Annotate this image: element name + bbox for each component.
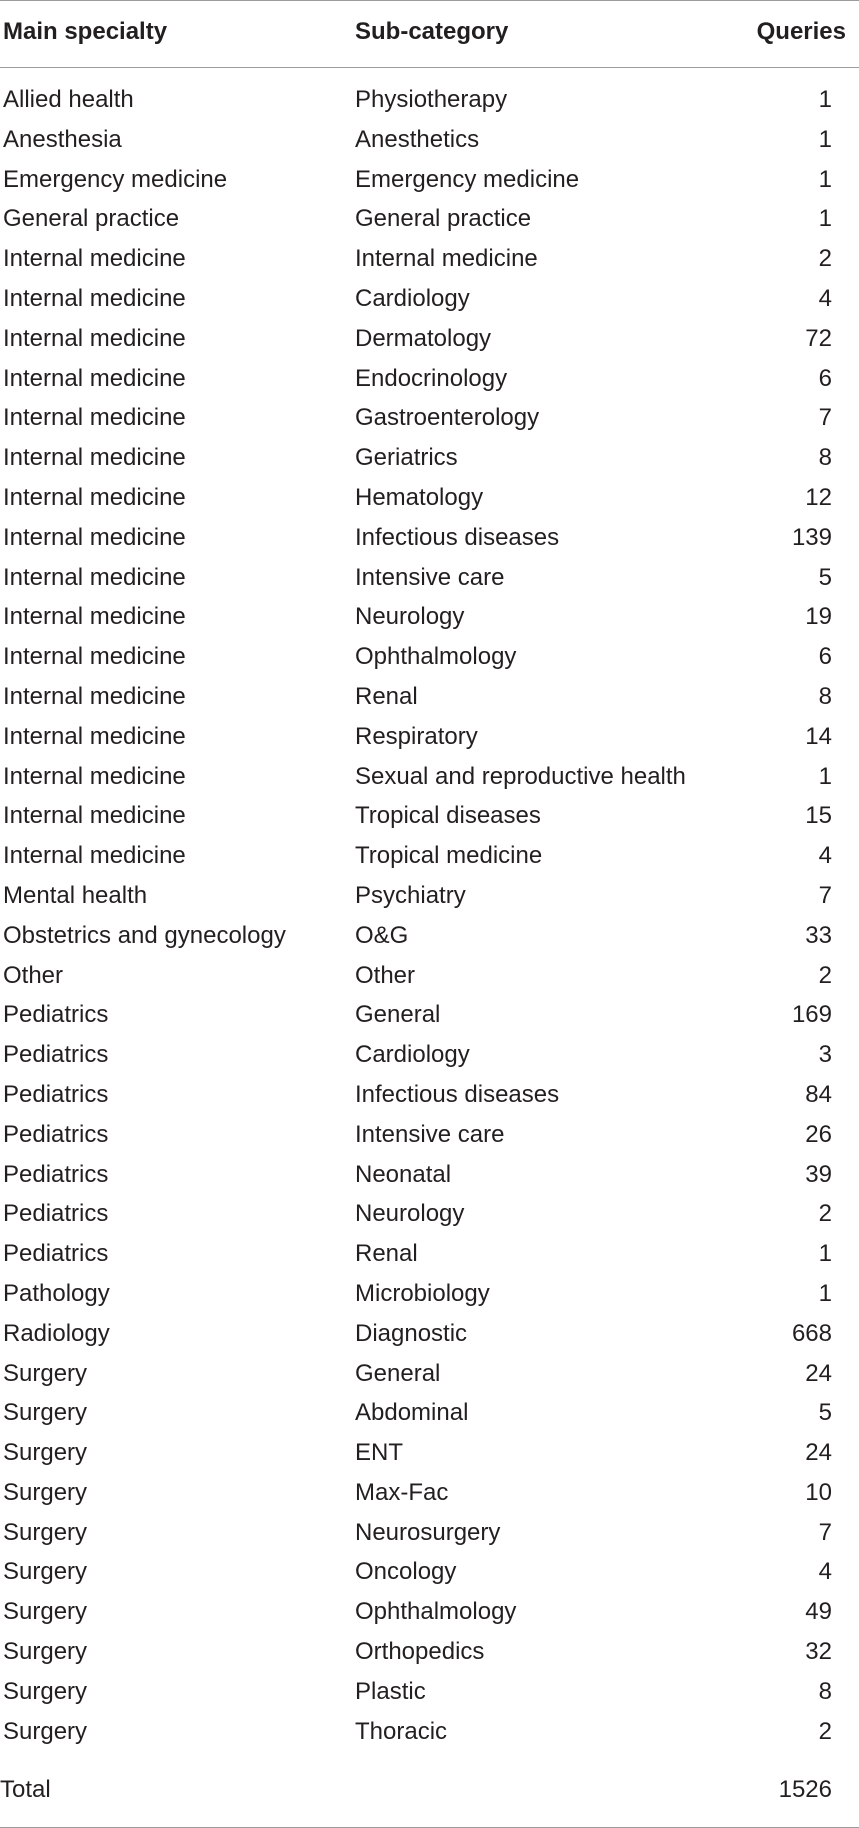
sub-category-cell: Internal medicine	[355, 245, 538, 273]
sub-category-cell: Plastic	[355, 1677, 426, 1705]
queries-cell: 4	[818, 842, 832, 870]
queries-cell: 2	[818, 1200, 832, 1228]
table-row	[0, 279, 859, 319]
queries-cell: 4	[818, 284, 832, 312]
header-main-specialty: Main specialty	[3, 18, 168, 45]
sub-category-cell: Intensive care	[355, 1120, 505, 1148]
queries-cell: 12	[805, 483, 832, 511]
main-specialty-cell: Obstetrics and gynecology	[3, 921, 286, 949]
queries-cell: 7	[818, 1518, 832, 1546]
main-specialty-cell: Surgery	[3, 1558, 88, 1586]
queries-cell: 24	[805, 1439, 832, 1467]
main-specialty-cell: Internal medicine	[3, 523, 186, 551]
queries-cell: 3	[818, 1041, 832, 1069]
sub-category-cell: General practice	[355, 205, 532, 233]
table-row	[0, 1354, 859, 1394]
queries-cell: 668	[791, 1319, 832, 1347]
main-specialty-cell: Internal medicine	[3, 603, 186, 631]
queries-cell: 24	[805, 1359, 832, 1387]
sub-category-cell: Endocrinology	[355, 364, 508, 392]
main-specialty-cell: Pediatrics	[3, 1240, 109, 1268]
header-rule	[0, 67, 859, 68]
queries-cell: 14	[805, 722, 832, 750]
queries-cell: 8	[818, 444, 832, 472]
table-row	[0, 1035, 859, 1075]
queries-cell: 1	[818, 1240, 832, 1268]
queries-cell: 1	[818, 125, 832, 153]
main-specialty-cell: Mental health	[3, 881, 148, 909]
table-row	[0, 1393, 859, 1433]
main-specialty-cell: Pediatrics	[3, 1001, 109, 1029]
main-specialty-cell: Internal medicine	[3, 842, 186, 870]
queries-cell: 2	[818, 961, 832, 989]
queries-cell: 1	[818, 165, 832, 193]
table-header	[0, 12, 859, 52]
table-row	[0, 1712, 859, 1752]
queries-cell: 15	[805, 802, 832, 830]
table-row	[0, 1552, 859, 1592]
table-row	[0, 836, 859, 876]
table-row	[0, 1314, 859, 1354]
sub-category-cell: Abdominal	[355, 1399, 469, 1427]
main-specialty-cell: Pediatrics	[3, 1120, 109, 1148]
table-row	[0, 597, 859, 637]
sub-category-cell: Ophthalmology	[355, 1598, 517, 1626]
table-row	[0, 876, 859, 916]
main-specialty-cell: Internal medicine	[3, 682, 186, 710]
sub-category-cell: Infectious diseases	[355, 1080, 560, 1108]
queries-cell: 49	[805, 1598, 832, 1626]
sub-category-cell: Tropical diseases	[355, 802, 541, 830]
table-row	[0, 995, 859, 1035]
main-specialty-cell: Radiology	[3, 1319, 110, 1347]
table-row	[0, 1632, 859, 1672]
table-body	[0, 80, 859, 1751]
queries-cell: 7	[818, 404, 832, 432]
header-queries: Queries	[756, 18, 846, 45]
table-row	[0, 1473, 859, 1513]
queries-cell: 1	[818, 762, 832, 790]
table-row	[0, 558, 859, 598]
sub-category-cell: Max-Fac	[355, 1478, 449, 1506]
total-queries: 1526	[778, 1776, 832, 1803]
table-row	[0, 438, 859, 478]
main-specialty-cell: Internal medicine	[3, 722, 186, 750]
sub-category-cell: Diagnostic	[355, 1319, 468, 1347]
table-row	[0, 916, 859, 956]
table-row	[0, 239, 859, 279]
table-row	[0, 1433, 859, 1473]
table-row	[0, 199, 859, 239]
main-specialty-cell: Pediatrics	[3, 1080, 109, 1108]
main-specialty-cell: Pediatrics	[3, 1160, 109, 1188]
queries-cell: 8	[818, 682, 832, 710]
sub-category-cell: Other	[355, 961, 416, 989]
table-row	[0, 956, 859, 996]
main-specialty-cell: General practice	[3, 205, 180, 233]
queries-cell: 139	[791, 523, 832, 551]
queries-cell: 169	[791, 1001, 832, 1029]
main-specialty-cell: Internal medicine	[3, 483, 186, 511]
main-specialty-cell: Allied health	[3, 86, 134, 113]
sub-category-cell: Thoracic	[355, 1717, 448, 1745]
table-row	[0, 757, 859, 797]
sub-category-cell: Renal	[355, 1240, 418, 1268]
main-specialty-cell: Internal medicine	[3, 762, 186, 790]
queries-cell: 33	[805, 921, 832, 949]
table-row	[0, 1672, 859, 1712]
sub-category-cell: Infectious diseases	[355, 523, 560, 551]
sub-category-cell: Neonatal	[355, 1160, 452, 1188]
table-row	[0, 1234, 859, 1274]
header-sub-category: Sub-category	[355, 18, 509, 45]
table-row	[0, 1075, 859, 1115]
sub-category-cell: Physiotherapy	[355, 86, 508, 113]
sub-category-cell: Tropical medicine	[355, 842, 543, 870]
main-specialty-cell: Anesthesia	[3, 125, 122, 153]
main-specialty-cell: Internal medicine	[3, 643, 186, 671]
sub-category-cell: O&G	[355, 921, 409, 949]
sub-category-cell: Hematology	[355, 483, 484, 511]
table-row	[0, 1592, 859, 1632]
table-row	[0, 796, 859, 836]
main-specialty-cell: Surgery	[3, 1638, 88, 1666]
sub-category-cell: Geriatrics	[355, 444, 458, 472]
sub-category-cell: Orthopedics	[355, 1638, 485, 1666]
queries-cell: 7	[818, 881, 832, 909]
sub-category-cell: Microbiology	[355, 1279, 490, 1307]
queries-cell: 19	[805, 603, 832, 631]
table-row	[0, 478, 859, 518]
queries-cell: 26	[805, 1120, 832, 1148]
table-row	[0, 359, 859, 399]
main-specialty-cell: Surgery	[3, 1359, 88, 1387]
main-specialty-cell: Internal medicine	[3, 444, 186, 472]
sub-category-cell: Sexual and reproductive health	[355, 762, 686, 790]
main-specialty-cell: Internal medicine	[3, 245, 186, 273]
main-specialty-cell: Internal medicine	[3, 563, 186, 591]
table-row	[0, 677, 859, 717]
sub-category-cell: Cardiology	[355, 284, 470, 312]
main-specialty-cell: Surgery	[3, 1598, 88, 1626]
sub-category-cell: Oncology	[355, 1558, 457, 1586]
table-row	[0, 1274, 859, 1314]
queries-cell: 5	[818, 1399, 832, 1427]
main-specialty-cell: Internal medicine	[3, 364, 186, 392]
sub-category-cell: Anesthetics	[355, 125, 480, 153]
main-specialty-cell: Surgery	[3, 1518, 88, 1546]
sub-category-cell: Respiratory	[355, 722, 478, 750]
queries-cell: 32	[805, 1638, 832, 1666]
sub-category-cell: Intensive care	[355, 563, 505, 591]
queries-cell: 6	[818, 364, 832, 392]
sub-category-cell: Emergency medicine	[355, 165, 580, 193]
main-specialty-cell: Internal medicine	[3, 802, 186, 830]
sub-category-cell: ENT	[355, 1439, 403, 1467]
queries-cell: 39	[805, 1160, 832, 1188]
queries-cell: 8	[818, 1677, 832, 1705]
queries-cell: 1	[818, 205, 832, 233]
table-row	[0, 319, 859, 359]
total-label: Total	[0, 1776, 51, 1803]
table-row	[0, 80, 859, 120]
table-row	[0, 637, 859, 677]
sub-category-cell: Dermatology	[355, 324, 492, 352]
sub-category-cell: Neurosurgery	[355, 1518, 501, 1546]
main-specialty-cell: Pediatrics	[3, 1041, 109, 1069]
table-row	[0, 1155, 859, 1195]
sub-category-cell: Neurology	[355, 1200, 465, 1228]
queries-cell: 6	[818, 643, 832, 671]
sub-category-cell: Cardiology	[355, 1041, 470, 1069]
main-specialty-cell: Surgery	[3, 1439, 88, 1467]
main-specialty-cell: Surgery	[3, 1677, 88, 1705]
queries-cell: 1	[818, 86, 832, 113]
sub-category-cell: Neurology	[355, 603, 465, 631]
main-specialty-cell: Pediatrics	[3, 1200, 109, 1228]
main-specialty-cell: Surgery	[3, 1478, 88, 1506]
main-specialty-cell: Internal medicine	[3, 284, 186, 312]
table-row	[0, 1194, 859, 1234]
sub-category-cell: Gastroenterology	[355, 404, 540, 432]
total-row	[0, 1770, 859, 1810]
table-row	[0, 1115, 859, 1155]
table-row	[0, 717, 859, 757]
queries-cell: 5	[818, 563, 832, 591]
table-row	[0, 398, 859, 438]
queries-cell: 84	[805, 1080, 832, 1108]
main-specialty-cell: Internal medicine	[3, 404, 186, 432]
table-row	[0, 518, 859, 558]
queries-cell: 72	[805, 324, 832, 352]
main-specialty-cell: Internal medicine	[3, 324, 186, 352]
sub-category-cell: General	[355, 1359, 441, 1387]
queries-cell: 10	[805, 1478, 832, 1506]
sub-category-cell: Ophthalmology	[355, 643, 517, 671]
main-specialty-cell: Surgery	[3, 1399, 88, 1427]
main-specialty-cell: Emergency medicine	[3, 165, 228, 193]
main-specialty-cell: Pathology	[3, 1279, 110, 1307]
queries-cell: 4	[818, 1558, 832, 1586]
main-specialty-cell: Other	[3, 961, 64, 989]
table-row	[0, 160, 859, 200]
main-specialty-cell: Surgery	[3, 1717, 88, 1745]
table-top-rule	[0, 0, 859, 1]
sub-category-cell: Renal	[355, 682, 418, 710]
queries-cell: 1	[818, 1279, 832, 1307]
queries-cell: 2	[818, 245, 832, 273]
table-row	[0, 120, 859, 160]
table-row	[0, 1513, 859, 1553]
sub-category-cell: Psychiatry	[355, 881, 466, 909]
queries-cell: 2	[818, 1717, 832, 1745]
sub-category-cell: General	[355, 1001, 441, 1029]
